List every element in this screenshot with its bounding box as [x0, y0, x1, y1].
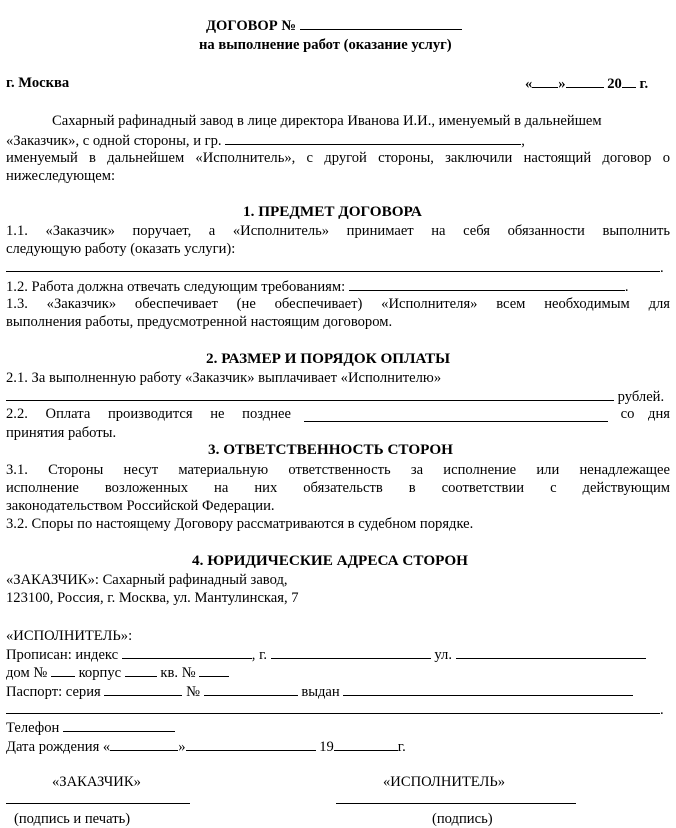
payment-amount-blank[interactable]	[6, 387, 614, 401]
clause-2-1-blank-row: рублей.	[6, 387, 664, 406]
intro-line-2: «Заказчик», с одной стороны, и гр. ,	[6, 133, 525, 149]
contract-place: г. Москва	[6, 75, 70, 91]
customer-address-line-2: 123100, Россия, г. Москва, ул. Мантулинская, 7	[6, 590, 299, 606]
intro-line-1: Сахарный рафинадный завод в лице директора Иванова И.И., именуемый в дальнейшем	[52, 113, 602, 129]
clause-1-1-line-2: следующую работу (оказать услуги):	[6, 241, 236, 257]
clause-2-1: 2.1. За выполненную работу «Заказчик» выплачивает «Исполнителю»	[6, 370, 442, 386]
clause-3-2: 3.2. Споры по настоящему Договору рассматриваются в судебном порядке.	[6, 516, 474, 532]
contract-date: « » 20 г.	[525, 76, 649, 92]
title-text: ДОГОВОР №	[206, 18, 296, 34]
date-month-blank[interactable]	[566, 74, 604, 88]
apartment-blank[interactable]	[199, 663, 229, 677]
payment-deadline-blank[interactable]	[304, 408, 608, 422]
executor-signature-line	[336, 790, 576, 809]
executor-signature-caption: (подпись)	[432, 811, 493, 827]
postal-index-blank[interactable]	[122, 645, 252, 659]
contract-number-blank[interactable]	[300, 16, 462, 30]
clause-1-1-line-1: 1.1. «Заказчик» поручает, а «Исполнитель» принимает на себя обязанности выполнить	[6, 223, 670, 239]
clause-1-3-line-1: 1.3. «Заказчик» обеспечивает (не обеспечивает) «Исполнителя» всем необходимым для	[6, 296, 670, 312]
date-day-blank[interactable]	[532, 74, 558, 88]
executor-phone-row: Телефон	[6, 718, 175, 737]
building-blank[interactable]	[125, 663, 157, 677]
executor-registration-row: Прописан: индекс , г. ул.	[6, 645, 646, 664]
section-2-heading: 2. РАЗМЕР И ПОРЯДОК ОПЛАТЫ	[206, 350, 451, 367]
clause-3-1-line-2: исполнение возложенных на них обязательств в соответствии с действующим	[6, 480, 670, 496]
clause-2-2-line-1: 2.2. Оплата производится не позднее со дня	[6, 406, 670, 422]
executor-signature-title: «ИСПОЛНИТЕЛЬ»	[383, 774, 506, 790]
intro-line-3: именуемый в дальнейшем «Исполнитель», с другой стороны, заключили настоящий договор о	[6, 150, 670, 166]
passport-number-blank[interactable]	[204, 682, 298, 696]
clause-1-2: 1.2. Работа должна отвечать следующим требованиям: .	[6, 279, 629, 295]
clause-3-1-line-1: 3.1. Стороны несут материальную ответственность за исполнение или ненадлежащее	[6, 462, 670, 478]
birth-day-blank[interactable]	[110, 737, 178, 751]
street-blank[interactable]	[456, 645, 646, 659]
executor-house-row: дом № корпус кв. №	[6, 663, 229, 682]
date-year-blank[interactable]	[622, 74, 636, 88]
customer-signature-blank[interactable]	[6, 790, 190, 804]
customer-signature-caption: (подпись и печать)	[14, 811, 131, 827]
citizen-name-blank[interactable]	[225, 131, 521, 145]
section-3-heading: 3. ОТВЕТСТВЕННОСТЬ СТОРОН	[208, 441, 453, 458]
passport-issued-continued-blank[interactable]	[6, 700, 660, 714]
house-number-blank[interactable]	[51, 663, 75, 677]
customer-address-line-1: «ЗАКАЗЧИК»: Сахарный рафинадный завод,	[6, 572, 288, 588]
section-4-heading: 4. ЮРИДИЧЕСКИЕ АДРЕСА СТОРОН	[192, 552, 468, 569]
executor-signature-blank[interactable]	[336, 790, 576, 804]
executor-birth-row: Дата рождения « » 19 г.	[6, 739, 406, 755]
requirements-blank[interactable]	[349, 277, 625, 291]
executor-label: «ИСПОЛНИТЕЛЬ»:	[6, 628, 133, 644]
clause-2-2-line-2: принятия работы.	[6, 425, 117, 441]
phone-blank[interactable]	[63, 718, 175, 732]
city-blank[interactable]	[271, 645, 431, 659]
passport-issued-blank[interactable]	[343, 682, 633, 696]
intro-line-4: нижеследующем:	[6, 168, 116, 184]
clause-1-1-blank-row: .	[6, 258, 664, 277]
clause-3-1-line-3: законодательством Российской Федерации.	[6, 498, 275, 514]
birth-month-blank[interactable]	[186, 737, 316, 751]
executor-passport-row: Паспорт: серия № выдан	[6, 682, 633, 701]
contract-title	[206, 16, 462, 35]
contract-subtitle: на выполнение работ (оказание услуг)	[199, 37, 452, 53]
passport-issued-continued-row: .	[6, 700, 664, 719]
customer-signature-title: «ЗАКАЗЧИК»	[52, 774, 141, 790]
section-1-heading: 1. ПРЕДМЕТ ДОГОВОРА	[243, 203, 422, 220]
work-description-blank[interactable]	[6, 258, 660, 272]
customer-signature-line	[6, 790, 190, 809]
clause-1-3-line-2: выполнения работы, предусмотренной настоящим договором.	[6, 314, 393, 330]
birth-year-blank[interactable]	[334, 737, 398, 751]
passport-series-blank[interactable]	[104, 682, 182, 696]
